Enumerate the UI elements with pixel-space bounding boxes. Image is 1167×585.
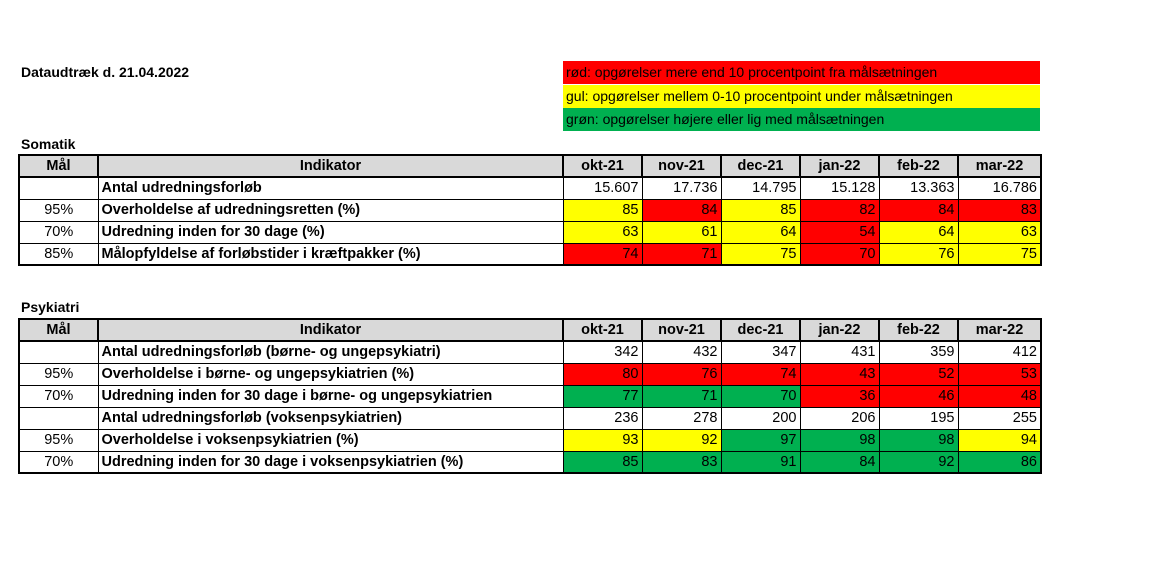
- value-cell: 64: [721, 221, 800, 243]
- somatik-title: Somatik: [21, 136, 76, 152]
- table-row: [19, 451, 1041, 473]
- value-cell: 48: [958, 385, 1041, 407]
- table-row: [19, 385, 1041, 407]
- value-cell: 98: [879, 429, 958, 451]
- value-cell: 97: [721, 429, 800, 451]
- value-cell: 16.786: [958, 177, 1041, 199]
- goal-cell: 95%: [19, 429, 98, 451]
- header-month: dec-21: [721, 319, 800, 341]
- goal-cell: 95%: [19, 363, 98, 385]
- value-cell: 206: [800, 407, 879, 429]
- indicator-cell: Antal udredningsforløb (voksenpsykiatrien): [98, 407, 563, 429]
- value-cell: 255: [958, 407, 1041, 429]
- value-cell: 77: [563, 385, 642, 407]
- indicator-cell: Overholdelse i børne- og ungepsykiatrien (%): [98, 363, 563, 385]
- header-month: mar-22: [958, 155, 1041, 177]
- header-month: mar-22: [958, 319, 1041, 341]
- value-cell: 92: [879, 451, 958, 473]
- goal-cell: 95%: [19, 199, 98, 221]
- value-cell: 13.363: [879, 177, 958, 199]
- goal-cell: [19, 407, 98, 429]
- value-cell: 94: [958, 429, 1041, 451]
- value-cell: 63: [563, 221, 642, 243]
- header-month: okt-21: [563, 319, 642, 341]
- indicator-cell: Udredning inden for 30 dage i voksenpsykiatrien (%): [98, 451, 563, 473]
- indicator-cell: Antal udredningsforløb: [98, 177, 563, 199]
- table-row: [19, 429, 1041, 451]
- value-cell: 412: [958, 341, 1041, 363]
- value-cell: 85: [721, 199, 800, 221]
- header-goal: Mål: [19, 319, 98, 341]
- value-cell: 43: [800, 363, 879, 385]
- goal-cell: 70%: [19, 451, 98, 473]
- value-cell: 93: [563, 429, 642, 451]
- value-cell: 85: [563, 199, 642, 221]
- goal-cell: [19, 341, 98, 363]
- table-row: [19, 199, 1041, 221]
- value-cell: 64: [879, 221, 958, 243]
- value-cell: 432: [642, 341, 721, 363]
- psykiatri-table: [18, 318, 1042, 474]
- psykiatri-title: Psykiatri: [21, 299, 80, 315]
- value-cell: 46: [879, 385, 958, 407]
- value-cell: 92: [642, 429, 721, 451]
- value-cell: 84: [800, 451, 879, 473]
- table-row: [19, 341, 1041, 363]
- indicator-cell: Antal udredningsforløb (børne- og ungepsykiatri): [98, 341, 563, 363]
- legend-red: rød: opgørelser mere end 10 procentpoint fra målsætningen: [563, 61, 1040, 84]
- header-goal: Mål: [19, 155, 98, 177]
- header-month: feb-22: [879, 319, 958, 341]
- value-cell: 91: [721, 451, 800, 473]
- table-row: [19, 221, 1041, 243]
- table-row: [19, 177, 1041, 199]
- header-month: feb-22: [879, 155, 958, 177]
- somatik-table: [18, 154, 1042, 266]
- value-cell: 76: [879, 243, 958, 265]
- table-row: [19, 243, 1041, 265]
- indicator-cell: Målopfyldelse af forløbstider i kræftpakker (%): [98, 243, 563, 265]
- header-row: [19, 319, 1041, 341]
- value-cell: 53: [958, 363, 1041, 385]
- value-cell: 14.795: [721, 177, 800, 199]
- value-cell: 86: [958, 451, 1041, 473]
- header-month: nov-21: [642, 319, 721, 341]
- header-month: jan-22: [800, 155, 879, 177]
- value-cell: 52: [879, 363, 958, 385]
- value-cell: 431: [800, 341, 879, 363]
- goal-cell: 85%: [19, 243, 98, 265]
- indicator-cell: Overholdelse af udredningsretten (%): [98, 199, 563, 221]
- legend-green: grøn: opgørelser højere eller lig med målsætningen: [563, 108, 1040, 131]
- value-cell: 75: [721, 243, 800, 265]
- value-cell: 74: [721, 363, 800, 385]
- table-row: [19, 407, 1041, 429]
- value-cell: 85: [563, 451, 642, 473]
- indicator-cell: Udredning inden for 30 dage i børne- og ungepsykiatrien: [98, 385, 563, 407]
- value-cell: 75: [958, 243, 1041, 265]
- value-cell: 80: [563, 363, 642, 385]
- table-row: [19, 363, 1041, 385]
- value-cell: 200: [721, 407, 800, 429]
- value-cell: 82: [800, 199, 879, 221]
- goal-cell: 70%: [19, 385, 98, 407]
- value-cell: 74: [563, 243, 642, 265]
- value-cell: 17.736: [642, 177, 721, 199]
- value-cell: 71: [642, 243, 721, 265]
- indicator-cell: Udredning inden for 30 dage (%): [98, 221, 563, 243]
- value-cell: 236: [563, 407, 642, 429]
- indicator-cell: Overholdelse i voksenpsykiatrien (%): [98, 429, 563, 451]
- value-cell: 70: [800, 243, 879, 265]
- value-cell: 15.128: [800, 177, 879, 199]
- header-row: [19, 155, 1041, 177]
- value-cell: 15.607: [563, 177, 642, 199]
- value-cell: 195: [879, 407, 958, 429]
- value-cell: 83: [958, 199, 1041, 221]
- legend-yellow: gul: opgørelser mellem 0-10 procentpoint under målsætningen: [563, 85, 1040, 108]
- value-cell: 347: [721, 341, 800, 363]
- header-indicator: Indikator: [98, 155, 563, 177]
- header-indicator: Indikator: [98, 319, 563, 341]
- value-cell: 98: [800, 429, 879, 451]
- value-cell: 71: [642, 385, 721, 407]
- header-month: okt-21: [563, 155, 642, 177]
- header-month: jan-22: [800, 319, 879, 341]
- value-cell: 359: [879, 341, 958, 363]
- value-cell: 76: [642, 363, 721, 385]
- value-cell: 63: [958, 221, 1041, 243]
- value-cell: 83: [642, 451, 721, 473]
- value-cell: 84: [642, 199, 721, 221]
- value-cell: 61: [642, 221, 721, 243]
- header-month: dec-21: [721, 155, 800, 177]
- value-cell: 36: [800, 385, 879, 407]
- value-cell: 342: [563, 341, 642, 363]
- page-title: Dataudtræk d. 21.04.2022: [21, 64, 190, 80]
- value-cell: 54: [800, 221, 879, 243]
- value-cell: 70: [721, 385, 800, 407]
- value-cell: 278: [642, 407, 721, 429]
- value-cell: 84: [879, 199, 958, 221]
- goal-cell: 70%: [19, 221, 98, 243]
- goal-cell: [19, 177, 98, 199]
- header-month: nov-21: [642, 155, 721, 177]
